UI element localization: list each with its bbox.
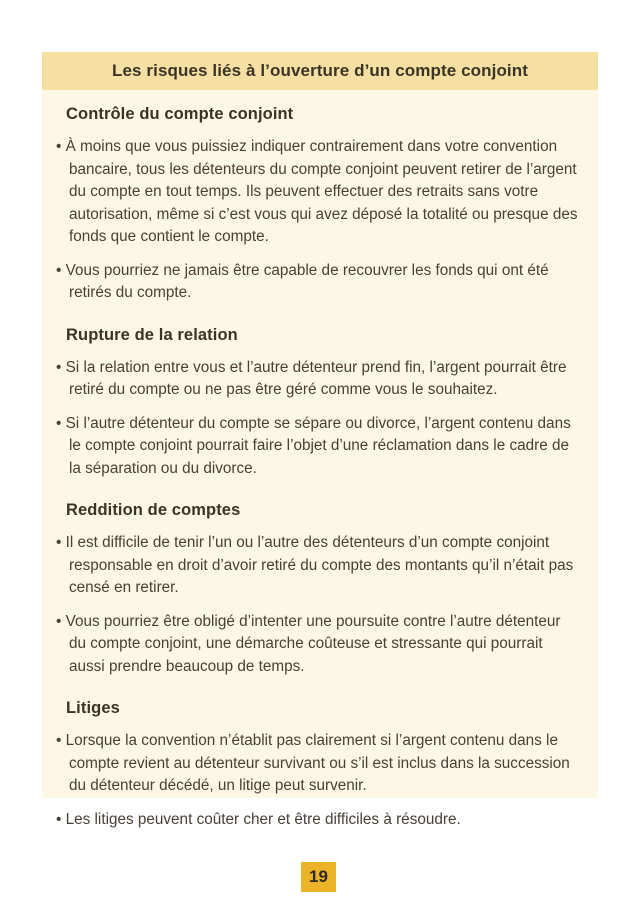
page-number-badge: 19 [301, 862, 336, 892]
bullet-item: • Les litiges peuvent coûter cher et être difficiles à résoudre. [56, 809, 578, 832]
joint-account-risks-panel [42, 52, 598, 828]
bullet-item: • À moins que vous puissiez indiquer contrairement dans votre convention bancaire, tous les détenteurs du compte conjoint peuvent retirer de l’argent du compte en tout temps. Ils peuvent effectuer des retraits sans votre autorisation, même si c’est vous qui avez déposé la totalité ou presque des fonds que contient le compte. [56, 136, 578, 249]
bullet-item: • Vous pourriez être obligé d’intenter une poursuite contre l’autre détenteur du compte conjoint, une démarche coûteuse et stressante qui pourrait aussi prendre beaucoup de temps. [56, 611, 578, 679]
bullet-list-litiges [56, 730, 578, 831]
panel-title: Les risques liés à l’ouverture d’un compte conjoint [111, 61, 529, 80]
bullet-item: • Vous pourriez ne jamais être capable de recouvrer les fonds qui ont été retirés du compte. [56, 260, 578, 305]
bullet-list-rupture [56, 357, 578, 481]
section-heading-controle: Contrôle du compte conjoint [66, 105, 294, 123]
bullet-list-controle [56, 136, 578, 305]
panel-header [42, 52, 598, 90]
bullet-item: • Si la relation entre vous et l’autre détenteur prend fin, l’argent pourrait être retiré du compte ou ne pas être géré comme vous le souhaitez. [56, 357, 578, 402]
bullet-item: • Si l’autre détenteur du compte se sépare ou divorce, l’argent contenu dans le compte conjoint pourrait faire l’objet d’une réclamation dans le cadre de la séparation ou du divorce. [56, 413, 578, 481]
bullet-item: • Il est difficile de tenir l’un ou l’autre des détenteurs d’un compte conjoint responsable en droit d’avoir retiré du compte des montants qu’il n’était pas censé en retirer. [56, 532, 578, 600]
bullet-list-reddition [56, 532, 578, 678]
section-heading-litiges: Litiges [66, 699, 120, 717]
panel-body [42, 90, 598, 831]
section-heading-reddition: Reddition de comptes [66, 501, 241, 519]
bullet-item: • Lorsque la convention n’établit pas clairement si l’argent contenu dans le compte revient au détenteur survivant ou s’il est inclus dans la succession du détenteur décédé, un litige peut survenir. [56, 730, 578, 798]
section-heading-rupture: Rupture de la relation [66, 325, 238, 344]
